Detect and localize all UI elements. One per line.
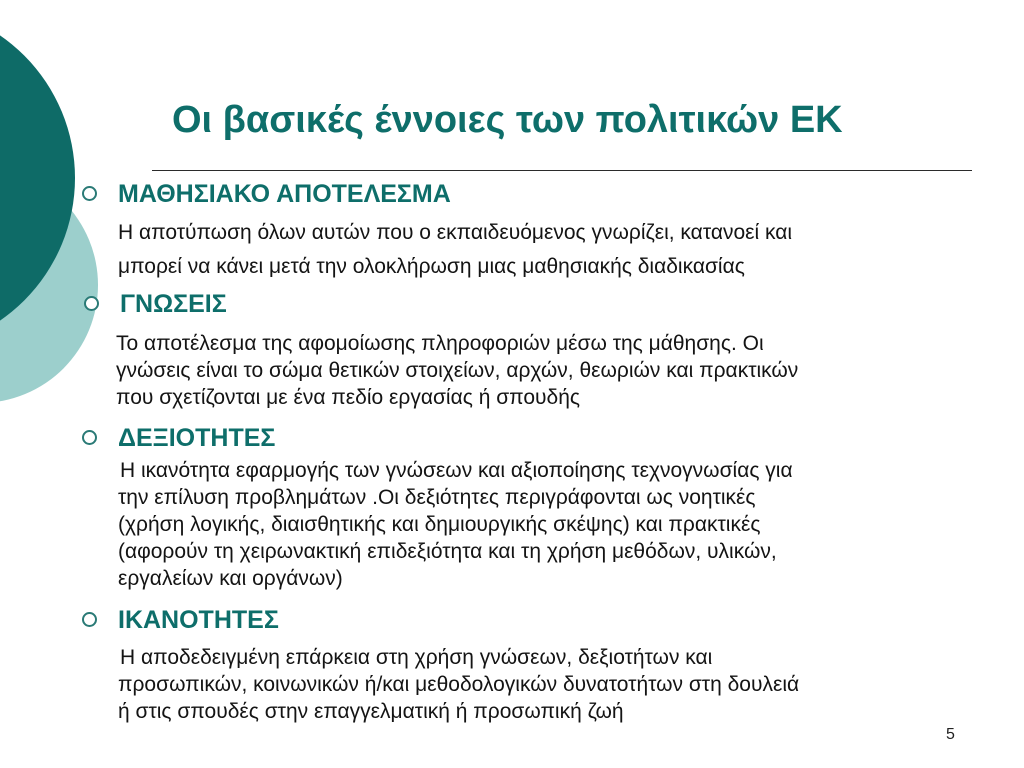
section-heading-competences: ΙΚΑΝΟΤΗΤΕΣ bbox=[118, 606, 279, 634]
section-text-line: γνώσεις είναι το σώμα θετικών στοιχείων, αρχών, θεωριών και πρακτικών bbox=[116, 359, 799, 382]
section-text-line: μπορεί να κάνει μετά την ολοκλήρωση μιας μαθησιακής διαδικασίας bbox=[118, 255, 745, 278]
section-text-line: που σχετίζονται με ένα πεδίο εργασίας ή σπουδής bbox=[116, 386, 581, 409]
section-text-line: Η αποτύπωση όλων αυτών που ο εκπαιδευόμενος γνωρίζει, κατανοεί και bbox=[118, 221, 793, 244]
bullet-circle-icon bbox=[82, 612, 97, 627]
bullet-circle-icon bbox=[82, 430, 97, 445]
bullet-circle-icon bbox=[82, 186, 97, 201]
section-heading-knowledge: ΓΝΩΣΕΙΣ bbox=[120, 290, 227, 318]
bullet-circle-icon bbox=[84, 296, 99, 311]
section-text-line: την επίλυση προβλημάτων .Οι δεξιότητες περιγράφονται ως νοητικές bbox=[118, 486, 756, 509]
section-text-line: (αφορούν τη χειρωνακτική επιδεξιότητα και τη χρήση μεθόδων, υλικών, bbox=[118, 540, 777, 563]
page-number: 5 bbox=[946, 726, 955, 743]
section-text-line: εργαλείων και οργάνων) bbox=[118, 567, 343, 590]
section-heading-skills: ΔΕΞΙΟΤΗΤΕΣ bbox=[118, 424, 276, 452]
section-text-line: Η αποδεδειγμένη επάρκεια στη χρήση γνώσεων, δεξιοτήτων και bbox=[120, 646, 713, 669]
section-text-line: Το αποτέλεσμα της αφομοίωσης πληροφοριών μέσω της μάθησης. Οι bbox=[116, 332, 764, 355]
section-text-line: Η ικανότητα εφαρμογής των γνώσεων και αξιοποίησης τεχνογνωσίας για bbox=[120, 459, 793, 482]
section-text-line: ή στις σπουδές στην επαγγελματική ή προσωπική ζωή bbox=[118, 700, 624, 723]
slide-title: Οι βασικές έννοιες των πολιτικών ΕΚ bbox=[172, 99, 843, 141]
section-heading-learning-outcome: ΜΑΘΗΣΙΑΚΟ ΑΠΟΤΕΛΕΣΜΑ bbox=[118, 180, 451, 208]
title-divider bbox=[152, 170, 972, 171]
section-text-line: (χρήση λογικής, διαισθητικής και δημιουργικής σκέψης) και πρακτικές bbox=[118, 513, 761, 536]
section-text-line: προσωπικών, κοινωνικών ή/και μεθοδολογικών δυνατοτήτων στη δουλειά bbox=[118, 673, 800, 696]
